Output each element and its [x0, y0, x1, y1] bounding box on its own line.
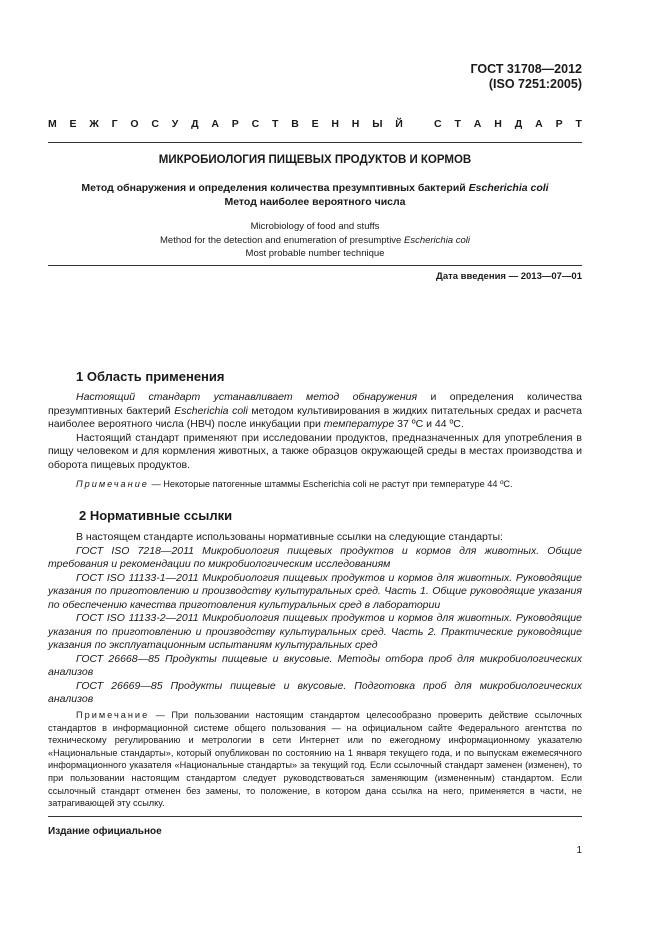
title-divider — [48, 265, 582, 266]
banner-letter: С — [434, 118, 442, 130]
english-title-line2: Method for the detection and enumeration of presumptive — [160, 234, 404, 246]
reference-item: ГОСТ ISO 11133-1—2011 Микробиология пищевых продуктов и кормов для животных. Руководящие указания по приготовлению и производству культуральных сред. Часть 1. Общие руководящие указания по обеспечению качества приготовления культуральных сред в лаборатории — [48, 571, 582, 611]
subtitle-method: Метод наиболее вероятного числа — [224, 196, 406, 208]
standard-designation — [470, 62, 582, 92]
introduction-date: Дата введения — 2013—07—01 — [436, 271, 582, 282]
official-edition-label: Издание официальное — [48, 826, 162, 837]
section-1-note — [48, 478, 582, 491]
standard-number: ГОСТ 31708—2012 — [470, 62, 582, 76]
banner-letter: В — [291, 118, 299, 130]
banner-letter: А — [535, 118, 543, 130]
banner-letter: Ж — [89, 118, 99, 130]
banner-letter: Е — [311, 118, 319, 130]
section-1-body — [48, 391, 582, 472]
scope-paragraph: Настоящий стандарт устанавливает метод обнаружения и определения количества презумптивных бактерий Escherichia coli методом культивирования в жидких питательных средах и расчета наиболее вероятного числа (НВЧ) после инкубации при температуре 37 ºС и 44 ºС. — [48, 391, 582, 430]
banner-letter: Д — [514, 118, 523, 130]
header-divider — [48, 142, 582, 143]
english-title-line1: Microbiology of food and stuffs — [250, 221, 380, 232]
note-label: Примечание — [76, 479, 149, 489]
note-text: — Некоторые патогенные штаммы Escherichia coli не растут при температуре 44 ºС. — [148, 479, 513, 489]
banner-letter: С — [151, 118, 159, 130]
reference-item: ГОСТ ISO 7218—2011 Микробиология пищевых продуктов и кормов для животных. Общие требования и рекомендации по микробиологическим исследованиям — [48, 544, 582, 570]
subtitle-organism: Escherichia coli — [468, 182, 549, 194]
note-label: Примечание — [76, 710, 150, 720]
footer-divider — [48, 816, 582, 817]
banner-letter: Н — [331, 118, 339, 130]
banner-letter: Р — [231, 118, 239, 130]
standard-word — [434, 118, 582, 130]
banner-letter: Т — [575, 118, 582, 130]
section-2-body — [48, 531, 582, 707]
banner-letter: А — [473, 118, 482, 130]
banner-letter: А — [211, 118, 219, 130]
banner-letter: О — [130, 118, 139, 130]
banner-letter: Ы — [372, 118, 383, 130]
banner-letter: Н — [351, 118, 360, 130]
iso-equivalent: (ISO 7251:2005) — [488, 77, 582, 91]
banner-letter: Е — [69, 118, 77, 130]
english-title-organism: Escherichia coli — [403, 234, 470, 246]
application-paragraph: Настоящий стандарт применяют при исследовании продуктов, предназначенных для употребления в пищу человеком и для кормления животных, а также образцов окружающей среды в местах производства и оборота пищевых продуктов. — [48, 431, 582, 471]
reference-item: ГОСТ ISO 11133-2—2011 Микробиология пищевых продуктов и кормов для животных. Руководящие указания по приготовлению и производству культуральных сред. Часть 2. Практические руководящие указания по эксплуатационным испытаниям культуральных сред — [48, 612, 582, 651]
banner-letter: Г — [111, 118, 118, 130]
banner-letter: Т — [454, 118, 461, 130]
banner-letter: М — [48, 118, 57, 130]
banner-letter: С — [251, 118, 260, 130]
banner-letter: Р — [555, 118, 563, 130]
banner-letter: Т — [271, 118, 279, 130]
references-intro: В настоящем стандарте использованы нормативные ссылки на следующие стандарты: — [76, 531, 503, 543]
banner-letter: Й — [395, 118, 403, 130]
document-subtitle — [48, 181, 582, 209]
banner-letter: Н — [494, 118, 502, 130]
interstate-word — [48, 118, 403, 130]
interstate-standard-banner — [48, 118, 582, 130]
banner-letter: У — [171, 118, 179, 130]
reference-item: ГОСТ 26669—85 Продукты пищевые и вкусовые. Подготовка проб для микробиологических анализов — [48, 679, 582, 705]
section-1-heading: 1 Область применения — [76, 369, 225, 384]
subtitle-text: Метод обнаружения и определения количества презумптивных бактерий — [81, 182, 469, 194]
english-title — [48, 220, 582, 261]
banner-letter: Д — [191, 118, 199, 130]
section-2-note — [48, 709, 582, 810]
document-title: МИКРОБИОЛОГИЯ ПИЩЕВЫХ ПРОДУКТОВ И КОРМОВ — [158, 154, 472, 166]
page-number: 1 — [576, 845, 582, 856]
english-title-line3: Most probable number technique — [245, 248, 385, 259]
section-2-heading: 2 Нормативные ссылки — [79, 508, 233, 523]
note-text: — При пользовании настоящим стандартом целесообразно проверить действие ссылочных стандартов в информационной системе общего пользования — на официальном сайте Федерального агентства по техническому регулированию и метрологии в сети Интернет или по ежегодному информационному указателю «Национальные стандарты», который опубликован по состоянию на 1 января текущего года, и по выпускам ежемесячного информационного указателя «Национальные стандарты» за текущий год. Если ссылочный стандарт заменен (изменен), то при пользовании настоящим стандартом следует руководствоваться заменяющим (измененным) стандартом. Если ссылочный стандарт отменен без замены, то положение, в котором дана ссылка на него, применяется в части, не затрагивающей эту ссылку. — [48, 710, 582, 809]
reference-item: ГОСТ 26668—85 Продукты пищевые и вкусовые. Методы отбора проб для микробиологических анализов — [48, 652, 582, 678]
